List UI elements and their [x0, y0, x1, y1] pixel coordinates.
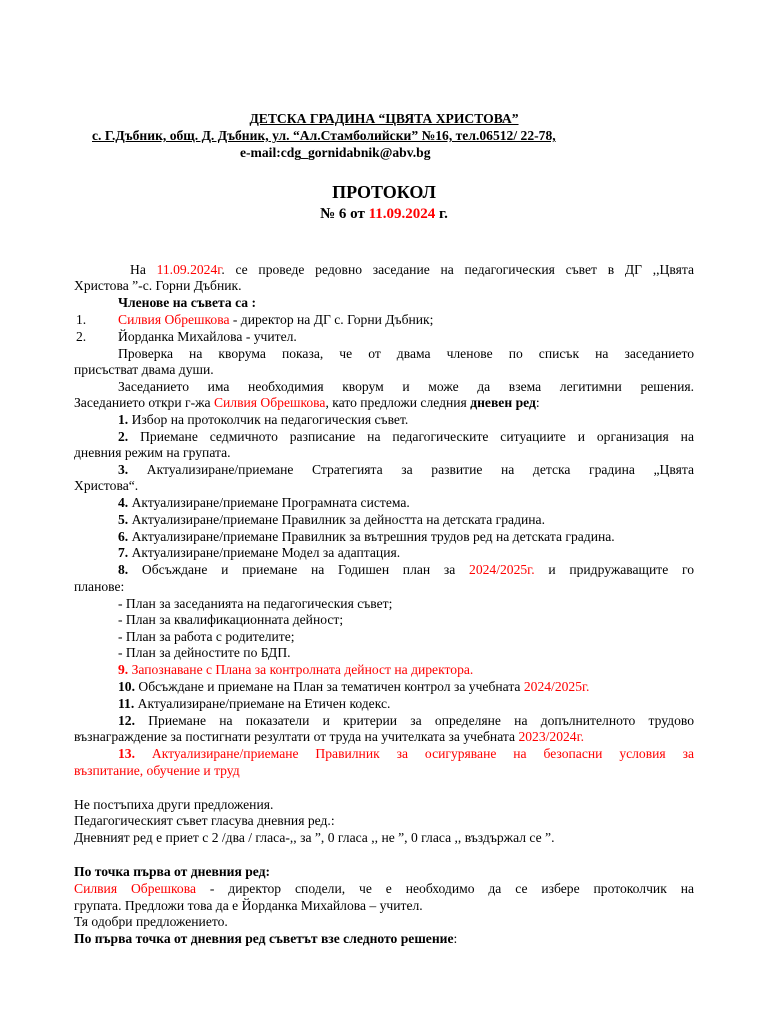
agenda-item-8-line-2: планове:: [74, 579, 125, 594]
agenda-item-13-line-1: 13. Актуализиране/приемане Правилник за осигуряване на безопасни условия за: [118, 746, 694, 761]
point-1-line-2: групата. Предложи това да е Йорданка Михайлова – учител.: [74, 898, 423, 913]
quorum-line-2: присъстват двама души.: [74, 362, 214, 377]
members-heading: Членове на съвета са :: [118, 295, 257, 310]
agenda-item-3-line-1: 3. Актуализиране/приемане Стратегията за развитие на детска градина „Цвята: [118, 462, 694, 477]
agenda-item-7: 7. Актуализиране/приемане Модел за адаптация.: [118, 545, 401, 560]
quorum-line-4: Заседанието откри г-жа Силвия Обрешкова, като предложи следния дневен ред:: [74, 395, 540, 410]
plan-item: - План за квалификационната дейност;: [118, 612, 344, 627]
member-2-num: 2.: [76, 329, 87, 344]
agenda-item-12-year: 2023/2024г.: [518, 729, 585, 744]
protocol-date: 11.09.2024: [368, 206, 436, 222]
agenda-item-13-line-2: възпитание, обучение и труд: [74, 763, 240, 778]
agenda-item-1: 1. Избор на протоколчик на педагогическия съвет.: [118, 412, 409, 427]
agenda-item-8-line-1: 8. Обсъждане и приемане на Годишен план за 2024/2025г. и придружаващите го: [118, 562, 694, 577]
agenda-item-5: 5. Актуализиране/приемане Правилник за дейността на детската градина.: [118, 512, 545, 527]
quorum-line-1: Проверка на кворума показа, че от двама членове по списък на заседанието: [118, 346, 694, 361]
point-1-decision: По първа точка от дневния ред съветът взе следното решение:: [74, 931, 458, 946]
point-1-director-name: Силвия Обрешкова: [74, 881, 196, 896]
agenda-item-2-line-1: 2. Приемане седмичното разписание на педагогическите ситуациите и организация на: [118, 429, 694, 444]
agenda-item-4: 4. Актуализиране/приемане Програмната система.: [118, 495, 410, 510]
agenda-item-9: 9. Запознаване с Плана за контролната дейност на директора.: [118, 662, 474, 677]
intro-line-1: На 11.09.2024г. се проведе редовно заседание на педагогическия съвет в ДГ ,,Цвята: [130, 262, 694, 277]
plan-item: - План за дейностите по БДП.: [118, 645, 291, 660]
agenda-item-12-line-1: 12. Приемане на показатели и критерии за определяне на допълнителното трудово: [118, 713, 694, 728]
protocol-number: № 6 от 11.09.2024 г.: [320, 206, 448, 222]
agenda-item-11: 11. Актуализиране/приемане на Етичен кодекс.: [118, 696, 391, 711]
member-1: Силвия Обрешкова - директор на ДГ с. Горни Дъбник;: [118, 312, 434, 327]
member-1-num: 1.: [76, 312, 87, 327]
member-1-name: Силвия Обрешкова: [118, 312, 230, 327]
agenda-item-3-line-2: Христова“.: [74, 478, 139, 493]
vote-result: Дневният ред е приет с 2 /два / гласа-,, за ”, 0 гласа ,, не ”, 0 гласа ,, въздържал се ”.: [74, 830, 555, 845]
chair-name: Силвия Обрешкова: [213, 395, 326, 410]
point-1-line-3: Тя одобри предложението.: [74, 914, 228, 929]
point-1-heading: По точка първа от дневния ред:: [74, 864, 271, 879]
member-2: Йорданка Михайлова - учител.: [118, 329, 297, 344]
vote-line-2: Педагогическият съвет гласува дневния ред.:: [74, 813, 335, 828]
agenda-item-12-line-2: възнаграждение за постигнати резултати от труда на учителката за учебната 2023/2024г.: [74, 729, 585, 744]
intro-line-2: Христова ”-с. Горни Дъбник.: [74, 278, 242, 293]
agenda-item-8-year: 2024/2025г.: [469, 562, 535, 577]
page-title: ПРОТОКОЛ: [332, 182, 436, 202]
org-email: e-mail:cdg_gornidabnik@abv.bg: [240, 145, 431, 160]
agenda-item-10-year: 2024/2025г.: [523, 679, 590, 694]
agenda-item-2-line-2: дневния режим на групата.: [74, 445, 231, 460]
agenda-item-6: 6. Актуализиране/приемане Правилник за вътрешния трудов ред на детската градина.: [118, 529, 615, 544]
agenda-item-10: 10. Обсъждане и приемане на План за тематичен контрол за учебната 2024/2025г.: [118, 679, 590, 694]
vote-line-1: Не постъпиха други предложения.: [74, 797, 274, 812]
org-name: ДЕТСКА ГРАДИНА “ЦВЯТА ХРИСТОВА”: [249, 111, 519, 126]
org-address: с. Г.Дъбник, общ. Д. Дъбник, ул. “Ал.Стамболийски” №16, тел.06512/ 22-78,: [92, 128, 556, 143]
quorum-line-3: Заседанието има необходимия кворум и може да взема легитимни решения.: [118, 379, 694, 394]
plan-item: - План за работа с родителите;: [118, 629, 295, 644]
plan-item: - План за заседанията на педагогическия съвет;: [118, 596, 393, 611]
point-1-line-1: Силвия Обрешкова - директор сподели, че е необходимо да се избере протоколчик на: [74, 881, 694, 896]
meeting-date: 11.09.2024г: [156, 262, 222, 277]
